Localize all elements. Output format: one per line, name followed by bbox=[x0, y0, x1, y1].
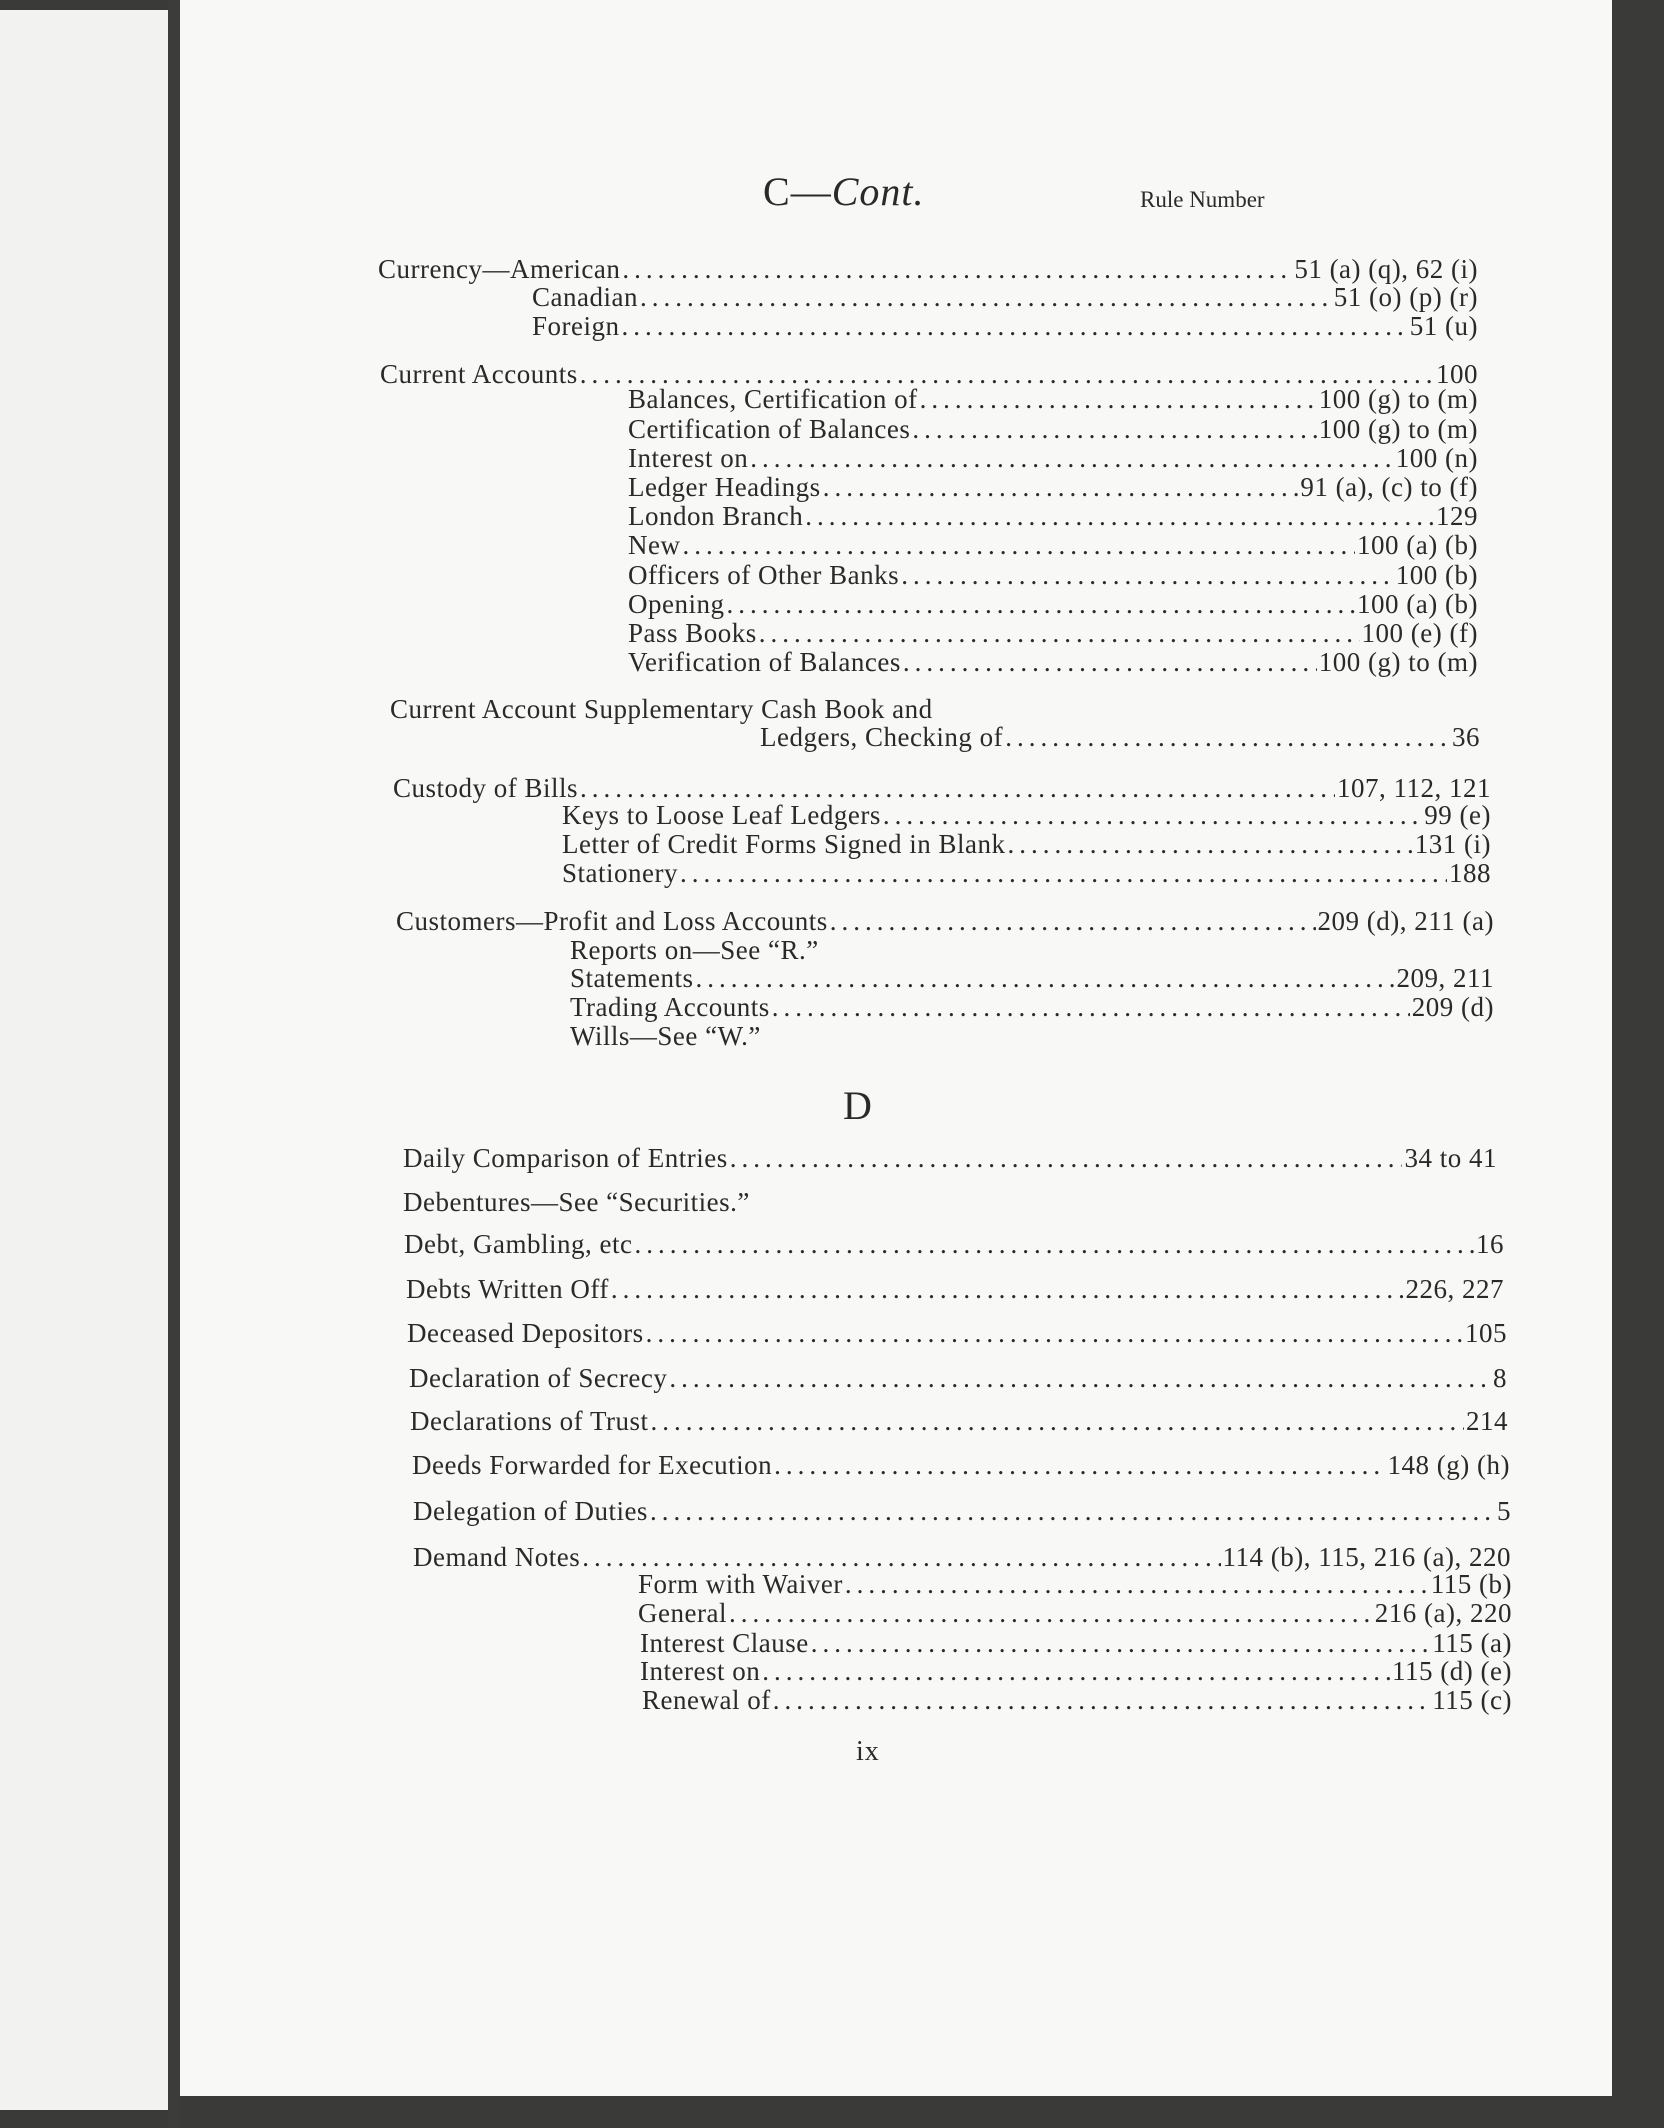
index-entry bbox=[532, 311, 1478, 347]
entry-label: New bbox=[628, 530, 681, 560]
leader-dots bbox=[773, 1685, 1431, 1716]
entry-label: Daily Comparison of Entries bbox=[403, 1143, 728, 1173]
leader-dots bbox=[912, 414, 1316, 445]
title-dash: — bbox=[790, 169, 832, 214]
leader-dots bbox=[695, 963, 1394, 994]
entry-rule-ref: 100 (a) (b) bbox=[1357, 589, 1478, 619]
entry-rule-ref: 216 (a), 220 bbox=[1374, 1598, 1512, 1628]
entry-rule-ref: 51 (o) (p) (r) bbox=[1333, 282, 1478, 312]
entry-label: Trading Accounts bbox=[570, 992, 770, 1022]
index-entry bbox=[403, 1143, 1497, 1179]
entry-label: Demand Notes bbox=[413, 1542, 581, 1572]
page-title bbox=[763, 168, 924, 215]
index-entry bbox=[413, 1496, 1511, 1532]
index-entry-label: Current Account Supplementary Cash Book and bbox=[390, 694, 933, 724]
entry-label: Delegation of Duties bbox=[413, 1496, 648, 1526]
entry-rule-ref: 209 (d), 211 (a) bbox=[1317, 906, 1494, 936]
title-cont: Cont. bbox=[831, 169, 925, 214]
entry-label: Deeds Forwarded for Execution bbox=[412, 1450, 773, 1480]
facing-page bbox=[0, 10, 168, 2110]
entry-rule-ref: 100 (n) bbox=[1395, 443, 1478, 473]
entry-label: Ledger Headings bbox=[628, 472, 821, 502]
entry-label: Letter of Credit Forms Signed in Blank bbox=[562, 829, 1006, 859]
leader-dots bbox=[730, 1143, 1403, 1174]
entry-rule-ref: 209, 211 bbox=[1396, 963, 1494, 993]
entry-rule-ref: 5 bbox=[1497, 1496, 1511, 1526]
index-entry-label: Wills—See “W.” bbox=[570, 1021, 761, 1051]
entry-label: Interest on bbox=[640, 1656, 761, 1686]
leader-dots bbox=[750, 443, 1394, 474]
entry-label: Foreign bbox=[532, 311, 620, 341]
index-entry-label: Debentures—See “Securities.” bbox=[403, 1187, 750, 1217]
entry-rule-ref: 100 (b) bbox=[1395, 560, 1478, 590]
title-letter: C bbox=[763, 169, 791, 214]
leader-dots bbox=[759, 618, 1360, 649]
entry-label: Pass Books bbox=[628, 618, 757, 648]
entry-rule-ref: 115 (b) bbox=[1430, 1569, 1512, 1599]
index-entry bbox=[409, 1363, 1507, 1399]
page-number: ix bbox=[856, 1736, 880, 1767]
entry-rule-ref: 100 (e) (f) bbox=[1361, 618, 1478, 648]
leader-dots bbox=[650, 1496, 1495, 1527]
entry-label: Custody of Bills bbox=[393, 773, 579, 803]
leader-dots bbox=[682, 530, 1355, 561]
leader-dots bbox=[669, 1363, 1491, 1394]
leader-dots bbox=[680, 858, 1447, 889]
entry-label: Opening bbox=[628, 589, 725, 619]
entry-label: Declaration of Secrecy bbox=[409, 1363, 668, 1393]
entry-rule-ref: 100 (g) to (m) bbox=[1318, 384, 1478, 414]
entry-label: Declarations of Trust bbox=[410, 1406, 649, 1436]
entry-rule-ref: 129 bbox=[1436, 501, 1478, 531]
leader-dots bbox=[611, 1274, 1404, 1305]
index-entry-label: Reports on—See “R.” bbox=[570, 935, 819, 965]
entry-rule-ref: 100 (g) to (m) bbox=[1318, 647, 1478, 677]
leader-dots bbox=[1007, 829, 1412, 860]
entry-label: Keys to Loose Leaf Ledgers bbox=[562, 800, 881, 830]
entry-rule-ref: 100 bbox=[1436, 359, 1478, 389]
entry-rule-ref: 214 bbox=[1466, 1406, 1508, 1436]
entry-rule-ref: 51 (u) bbox=[1409, 311, 1478, 341]
entry-rule-ref: 107, 112, 121 bbox=[1337, 773, 1491, 803]
entry-label: London Branch bbox=[628, 501, 804, 531]
leader-dots bbox=[883, 800, 1422, 831]
entry-rule-ref: 91 (a), (c) to (f) bbox=[1300, 472, 1478, 502]
entry-label: Verification of Balances bbox=[628, 647, 901, 677]
entry-rule-ref: 100 (a) (b) bbox=[1357, 530, 1478, 560]
leader-dots bbox=[622, 311, 1408, 342]
entry-rule-ref: 115 (d) (e) bbox=[1392, 1656, 1512, 1686]
index-entry bbox=[412, 1450, 1510, 1486]
entry-rule-ref: 99 (e) bbox=[1424, 800, 1491, 830]
index-entry bbox=[562, 858, 1491, 894]
leader-dots bbox=[823, 472, 1299, 503]
leader-dots bbox=[650, 1406, 1464, 1437]
index-entry bbox=[410, 1406, 1508, 1442]
book-gutter bbox=[168, 0, 180, 2128]
leader-dots bbox=[901, 560, 1394, 591]
entry-label: Debt, Gambling, etc bbox=[404, 1229, 633, 1259]
leader-dots bbox=[772, 992, 1410, 1023]
entry-rule-ref: 115 (c) bbox=[1432, 1685, 1512, 1715]
entry-label: Currency—American bbox=[378, 254, 621, 284]
leader-dots bbox=[634, 1229, 1474, 1260]
leader-dots bbox=[622, 254, 1292, 285]
entry-rule-ref: 148 (g) (h) bbox=[1387, 1450, 1510, 1480]
entry-label: Ledgers, Checking of bbox=[760, 722, 1004, 752]
leader-dots bbox=[726, 589, 1355, 620]
entry-rule-ref: 105 bbox=[1465, 1318, 1507, 1348]
leader-dots bbox=[845, 1569, 1429, 1600]
leader-dots bbox=[1005, 722, 1450, 753]
section-heading-d: D bbox=[843, 1083, 872, 1128]
entry-rule-ref: 8 bbox=[1493, 1363, 1507, 1393]
entry-rule-ref: 131 (i) bbox=[1414, 829, 1491, 859]
entry-label: Interest on bbox=[628, 443, 749, 473]
leader-dots bbox=[729, 1598, 1373, 1629]
entry-rule-ref: 115 (a) bbox=[1432, 1628, 1512, 1658]
entry-label: Debts Written Off bbox=[406, 1274, 609, 1304]
entry-label: Interest Clause bbox=[640, 1628, 809, 1658]
entry-rule-ref: 114 (b), 115, 216 (a), 220 bbox=[1222, 1542, 1511, 1572]
leader-dots bbox=[640, 282, 1332, 313]
rule-number-label: Rule Number bbox=[1140, 187, 1265, 212]
entry-label: Customers—Profit and Loss Accounts bbox=[396, 906, 828, 936]
index-entry bbox=[628, 647, 1478, 683]
entry-rule-ref: 36 bbox=[1452, 722, 1480, 752]
entry-rule-ref: 209 (d) bbox=[1411, 992, 1494, 1022]
entry-label: Current Accounts bbox=[380, 359, 578, 389]
entry-label: Form with Waiver bbox=[638, 1569, 843, 1599]
entry-label: Balances, Certification of bbox=[628, 384, 918, 414]
index-entry bbox=[406, 1274, 1504, 1310]
entry-label: Canadian bbox=[532, 282, 638, 312]
entry-rule-ref: 100 (g) to (m) bbox=[1318, 414, 1478, 444]
entry-label: Deceased Depositors bbox=[407, 1318, 644, 1348]
index-entry bbox=[396, 906, 1494, 942]
entry-label: Certification of Balances bbox=[628, 414, 911, 444]
index-page bbox=[180, 0, 1612, 2096]
leader-dots bbox=[646, 1318, 1463, 1349]
entry-label: General bbox=[638, 1598, 727, 1628]
leader-dots bbox=[805, 501, 1434, 532]
entry-label: Statements bbox=[570, 963, 694, 993]
entry-label: Stationery bbox=[562, 858, 678, 888]
index-entry bbox=[407, 1318, 1507, 1354]
entry-rule-ref: 34 to 41 bbox=[1404, 1143, 1497, 1173]
leader-dots bbox=[903, 647, 1317, 678]
leader-dots bbox=[920, 384, 1317, 415]
index-entry bbox=[760, 722, 1480, 758]
index-entry bbox=[404, 1229, 1504, 1265]
leader-dots bbox=[830, 906, 1316, 937]
leader-dots bbox=[774, 1450, 1385, 1481]
entry-rule-ref: 188 bbox=[1449, 858, 1491, 888]
index-entry bbox=[642, 1685, 1512, 1721]
entry-rule-ref: 51 (a) (q), 62 (i) bbox=[1294, 254, 1478, 284]
entry-label: Officers of Other Banks bbox=[628, 560, 900, 590]
leader-dots bbox=[762, 1656, 1390, 1687]
entry-label: Renewal of bbox=[642, 1685, 771, 1715]
entry-rule-ref: 16 bbox=[1476, 1229, 1504, 1259]
leader-dots bbox=[811, 1628, 1431, 1659]
entry-rule-ref: 226, 227 bbox=[1405, 1274, 1504, 1304]
